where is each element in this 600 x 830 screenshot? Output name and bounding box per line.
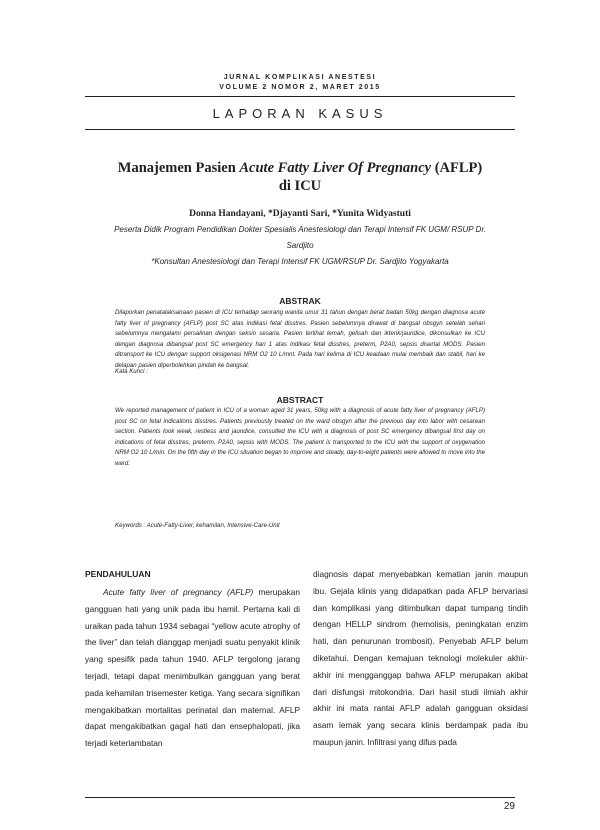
title-suffix: (AFLP) xyxy=(431,160,483,176)
footer-rule xyxy=(85,797,515,798)
body-left-text: merupakan gangguan hati yang unik pada ibu hamil. Pertama kali di uraikan pada tahun 1934 sebagai “yellow acute atrophy of the liver” dan telah dianggap menjadi suatu penyakit klinik yang spesifik pada tahun 1940. AFLP tergolong jarang terjadi, tetapi dapat menimbulkan gangguan yang berat pada kehamilan trisemester ketiga. Yang secara signifikan mengakibatkan mortalitas perinatal dan maternal. AFLP dapat mengakibatkan gagal hati dan ensephalopati, jika terjadi keterlambatan xyxy=(85,587,300,749)
affiliation-1: Peserta Didik Program Pendidikan Dokter Spesialis Anestesiologi dan Terapi Intensif FK UGM/ RSUP Dr. Sardjito xyxy=(114,225,486,250)
section-title: LAPORAN KASUS xyxy=(212,106,388,121)
abstract-heading: ABSTRACT xyxy=(276,395,324,405)
body-left-italic: Acute fatty liver of pregnancy (AFLP) xyxy=(103,587,254,597)
body-column-left xyxy=(85,584,300,752)
header-rule-top xyxy=(85,96,515,97)
abstrak-keywords: Kata Kunci : xyxy=(115,368,148,375)
section-heading-pendahuluan: PENDAHULUAN xyxy=(85,569,151,579)
abstrak-text: Dilaporkan penatalaksanaan pasien di ICU terhadap seorang wanita umur 31 tahun dengan berat badan 50kg dengan diagnosa acute fatty liver of pregnancy (AFLP) post SC atas indikasi fetal disstres. Pasien sebelumnya dirawat di bangsal obsgyn setelah sehari sebelumnya mengalami persalinan dengan seksio sesaria. Pasien terlihat lemah, gelisah dan ikterik/jaundice, dikonsulkan ke ICU dengan diagnosa dibangsal post SC emergency hari 1 atas indikasi fetal disstres, preterm, P2A0, sepsis disertai MODS. Pasien ditransport ke ICU dengan support oksigenasi NRM O2 10 L/mnt. Pada hari kelima di ICU keadaan mulai membaik dan stabil, hari ke delapan pasien diperbolehkan pindah ke bangsal. xyxy=(115,309,485,369)
article-title xyxy=(60,159,540,195)
header-rule-bottom xyxy=(85,129,515,130)
abstract-keywords: Keywords : Acute-Fatty-Liver, kehamilan, Intensive-Care-Unit xyxy=(115,522,280,529)
journal-volume: VOLUME 2 NOMOR 2, MARET 2015 xyxy=(219,84,381,91)
abstrak-heading: ABSTRAK xyxy=(279,296,321,306)
body-column-right: diagnosis dapat menyebabkan kematian janin maupun ibu. Gejala klinis yang didapatkan pada AFLP bervariasi dan komplikasi yang ditimbulkan dapat tumpang tindih dengan HELLP sindrom (hemolisis, peningkatan enzim hati, dan penurunan trombosit). Penyebab AFLP belum diketahui. Dengan kemajuan teknologi molekuler akhir-akhir ini mengganggap bahwa AFLP merupakan akibat dari disfungsi mitokondria. Dari hasil studi ilmiah akhir akhir ini mata rantai AFLP adalah gangguan oksidasi asam lemak yang secara klinis berdampak pada ibu maupun janin. Infiltrasi yang difus pada xyxy=(313,569,528,747)
affiliation-2: *Konsultan Anestesiologi dan Terapi Intensif FK UGM/RSUP Dr. Sardjito Yogyakarta xyxy=(151,257,449,266)
page-number: 29 xyxy=(503,801,515,812)
title-prefix: Manajemen Pasien xyxy=(117,160,240,176)
abstract-text: We reported management of patient in ICU of a woman aged 31 years, 50kg with a diagnosis of acute fatty liver of pregnancy (AFLP) post SC on fetal indications disstres. Patients previously treated on the ward obsgyn after the previous day into labor with cesarean section. Patients look weak, restless and jaundice, consulted the ICU with a diagnosis of post SC emergency dibangsal first day on indications of fetal disstres, preterm, P2A0, sepsis with MODS. The patient is transported to the ICU with the support of oxygenation NRM O2 10 L/min. On the fifth day in the ICU situation began to improve and steady, day-to-eight patients were allowed to move into the ward. xyxy=(115,407,485,467)
title-line2: di ICU xyxy=(278,178,322,194)
authors: Donna Handayani, *Djayanti Sari, *Yunita Widyastuti xyxy=(189,209,411,219)
journal-name: JURNAL KOMPLIKASI ANESTESI xyxy=(223,74,377,81)
title-italic: Acute Fatty Liver Of Pregnancy xyxy=(239,160,432,176)
